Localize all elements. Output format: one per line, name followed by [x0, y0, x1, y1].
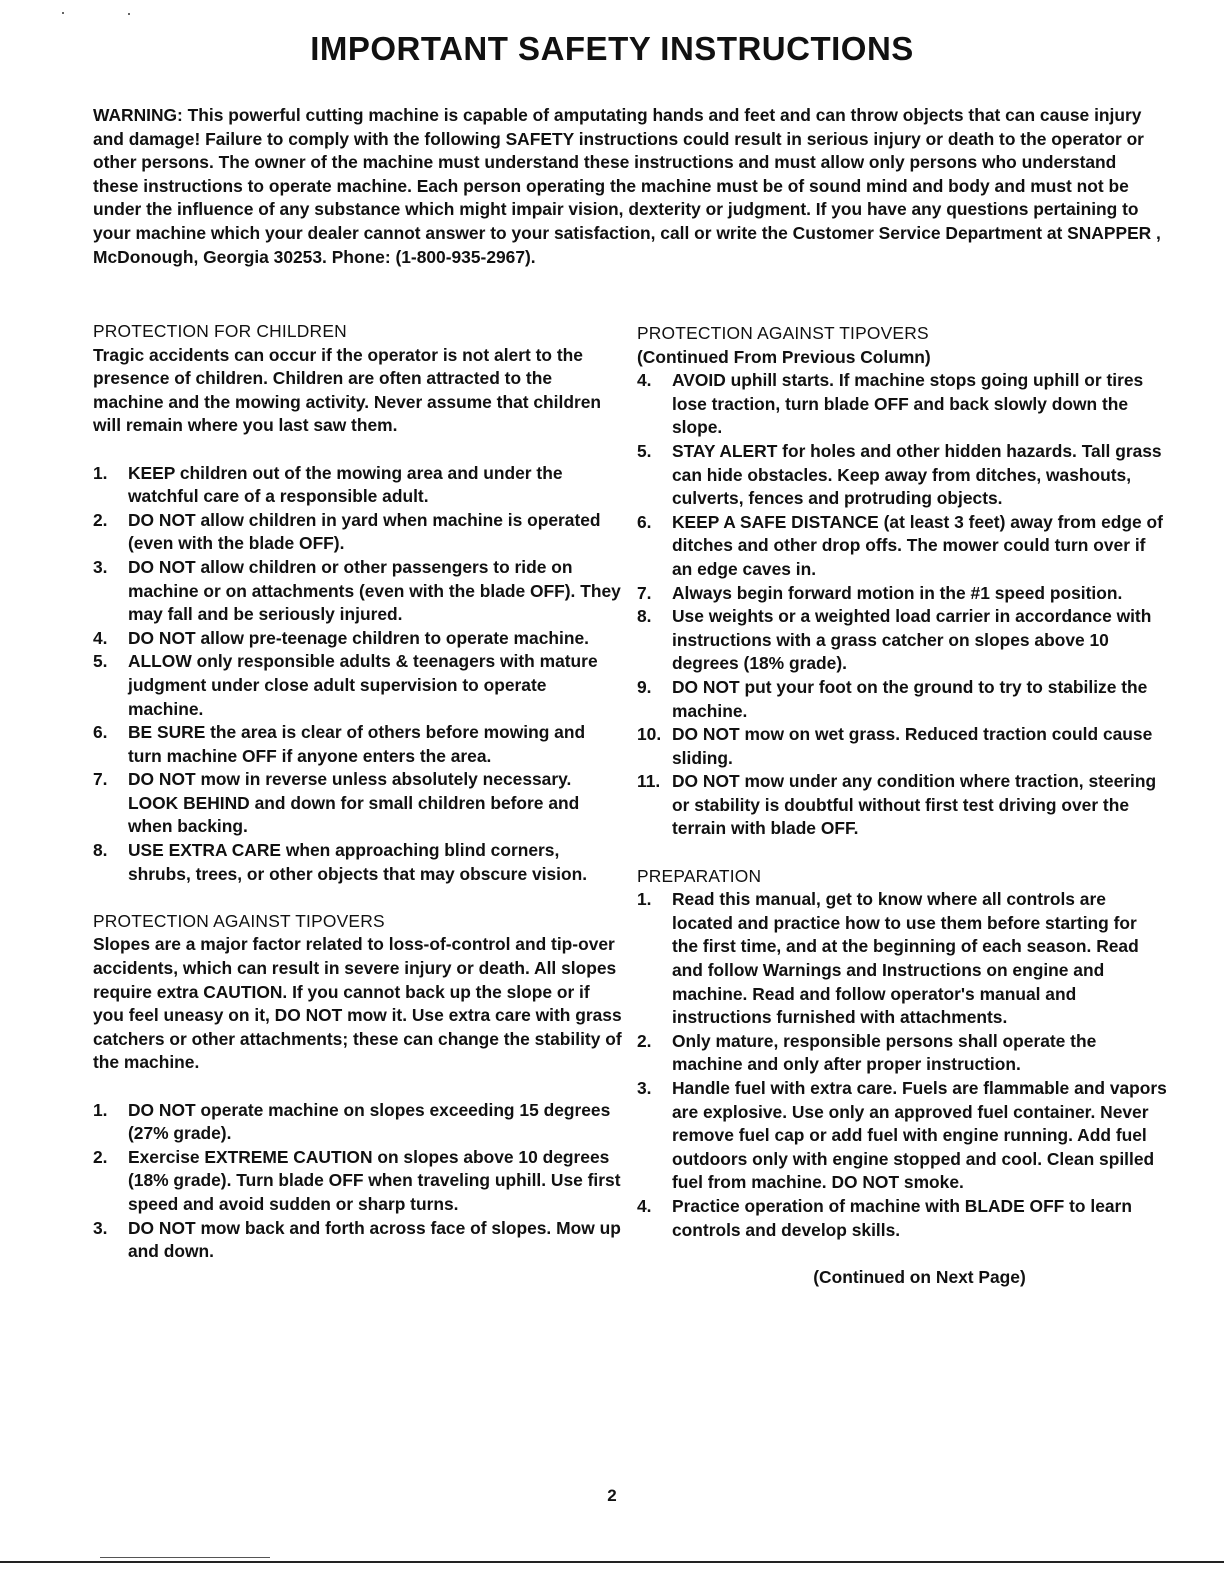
list-item: 6. KEEP A SAFE DISTANCE (at least 3 feet) away from edge of ditches and other drop offs. The mower could turn over if an edge caves in. [637, 511, 1163, 579]
continued-from-note: (Continued From Previous Column) [637, 346, 931, 367]
list-item: 4. AVOID uphill starts. If machine stops going uphill or tires lose traction, turn blade OFF and back slowly down the slope. [637, 370, 1144, 438]
warning-paragraph: WARNING: This powerful cutting machine is capable of amputating hands and feet and can throw objects that can cause injury and damage! Failure to comply with the following SAFETY instructions could result in serious injury or death to the operator or other persons. The owner of the machine must understand these instructions and must allow only persons who understand these instructions to operate machine. Each person operating the machine must be of sound mind and body and must not be under the influence of any substance which might impair vision, dexterity or judgment. If you have any questions pertaining to your machine which your dealer cannot answer to your satisfaction, call or write the Customer Service Department at SNAPPER , McDonough, Georgia 30253. Phone: (1-800-935-2967). [93, 105, 1161, 267]
children-list [93, 462, 623, 887]
right-column [637, 322, 1167, 1290]
list-item: 6. BE SURE the area is clear of others before mowing and turn machine OFF if anyone enters the area. [93, 722, 586, 766]
list-item: 2. Exercise EXTREME CAUTION on slopes above 10 degrees (18% grade). Turn blade OFF when traveling uphill. Use first speed and avoid sudden or sharp turns. [93, 1146, 621, 1214]
scan-edge-line [100, 1557, 270, 1558]
section-heading-tipovers-continued: PROTECTION AGAINST TIPOVERS [637, 323, 929, 343]
bottom-rule [0, 1561, 1224, 1563]
list-item: 7. Always begin forward motion in the #1 speed position. [637, 582, 1123, 603]
tipovers-list [93, 1099, 623, 1264]
list-item: 9. DO NOT put your foot on the ground to try to stabilize the machine. [637, 676, 1148, 721]
tipovers-intro: Slopes are a major factor related to loss-of-control and tip-over accidents, which can result in severe injury or death. All slopes require extra CAUTION. If you cannot back up the slope or if you feel uneasy on it, DO NOT mow it. Use extra care with grass catchers or other attachments; these can change the stability of the machine. [93, 934, 622, 1073]
list-item: 1. DO NOT operate machine on slopes exceeding 15 degrees (27% grade). [93, 1099, 611, 1144]
list-item: 3. Handle fuel with extra care. Fuels are flammable and vapors are explosive. Use only an approved fuel container. Never remove fuel cap or add fuel with engine running. Add fuel outdoors only with engine stopped and cool. Clean spilled fuel from machine. DO NOT smoke. [637, 1078, 1167, 1193]
scan-speck [128, 13, 130, 15]
section-heading-tipovers: PROTECTION AGAINST TIPOVERS [93, 910, 385, 931]
list-item: 2. DO NOT allow children in yard when machine is operated (even with the blade OFF). [93, 509, 601, 554]
tipovers-continued-list [637, 369, 1167, 841]
section-heading-preparation: PREPARATION [637, 865, 762, 886]
list-item: 1. KEEP children out of the mowing area and under the watchful care of a responsible adult. [93, 462, 563, 507]
page-title: IMPORTANT SAFETY INSTRUCTIONS [310, 30, 914, 67]
list-item: 2. Only mature, responsible persons shall operate the machine and only after proper instruction. [637, 1030, 1097, 1075]
list-item: 8. USE EXTRA CARE when approaching blind corners, shrubs, trees, or other objects that may obscure vision. [93, 840, 588, 884]
list-item: 5. STAY ALERT for holes and other hidden hazards. Tall grass can hide obstacles. Keep away from ditches, washouts, culverts, fences and protruding objects. [637, 440, 1162, 509]
list-item: 7. DO NOT mow in reverse unless absolutely necessary. LOOK BEHIND and down for small children before and when backing. [93, 769, 580, 837]
children-intro: Tragic accidents can occur if the operator is not alert to the presence of children. Children are often attracted to the machine and the mowing activity. Never assume that children will remain where you last saw them. [93, 344, 602, 436]
list-item: 3. DO NOT allow children or other passengers to ride on machine or on attachments (even with the blade OFF). They may fall and be seriously injured. [93, 556, 621, 625]
list-item: 4. DO NOT allow pre-teenage children to operate machine. [93, 627, 589, 648]
list-item: 5. ALLOW only responsible adults & teenagers with mature judgment under close adult supervision to operate machine. [93, 651, 598, 719]
page-number: 2 [607, 1486, 617, 1505]
list-item: 8. Use weights or a weighted load carrier in accordance with instructions with a grass catcher on slopes above 10 degrees (18% grade). [637, 606, 1152, 674]
section-heading-children: PROTECTION FOR CHILDREN [93, 321, 347, 341]
list-item: 11. DO NOT mow under any condition where traction, steering or stability is doubtful without first test driving over the terrain with blade OFF. [637, 771, 1157, 839]
list-item: 4. Practice operation of machine with BLADE OFF to learn controls and develop skills. [637, 1195, 1132, 1240]
preparation-list [637, 888, 1167, 1242]
left-column [93, 320, 623, 1264]
continued-next-note: (Continued on Next Page) [813, 1267, 1026, 1288]
list-item: 10. DO NOT mow on wet grass. Reduced traction could cause sliding. [637, 724, 1153, 768]
scan-speck [62, 12, 64, 14]
list-item: 1. Read this manual, get to know where all controls are located and practice how to use them before starting for the first time, and at the beginning of each season. Read and follow Warnings and Instructions on engine and machine. Read and follow operator's manual and instructions furnished with attachments. [637, 889, 1139, 1028]
list-item: 3. DO NOT mow back and forth across face of slopes. Mow up and down. [93, 1217, 621, 1262]
